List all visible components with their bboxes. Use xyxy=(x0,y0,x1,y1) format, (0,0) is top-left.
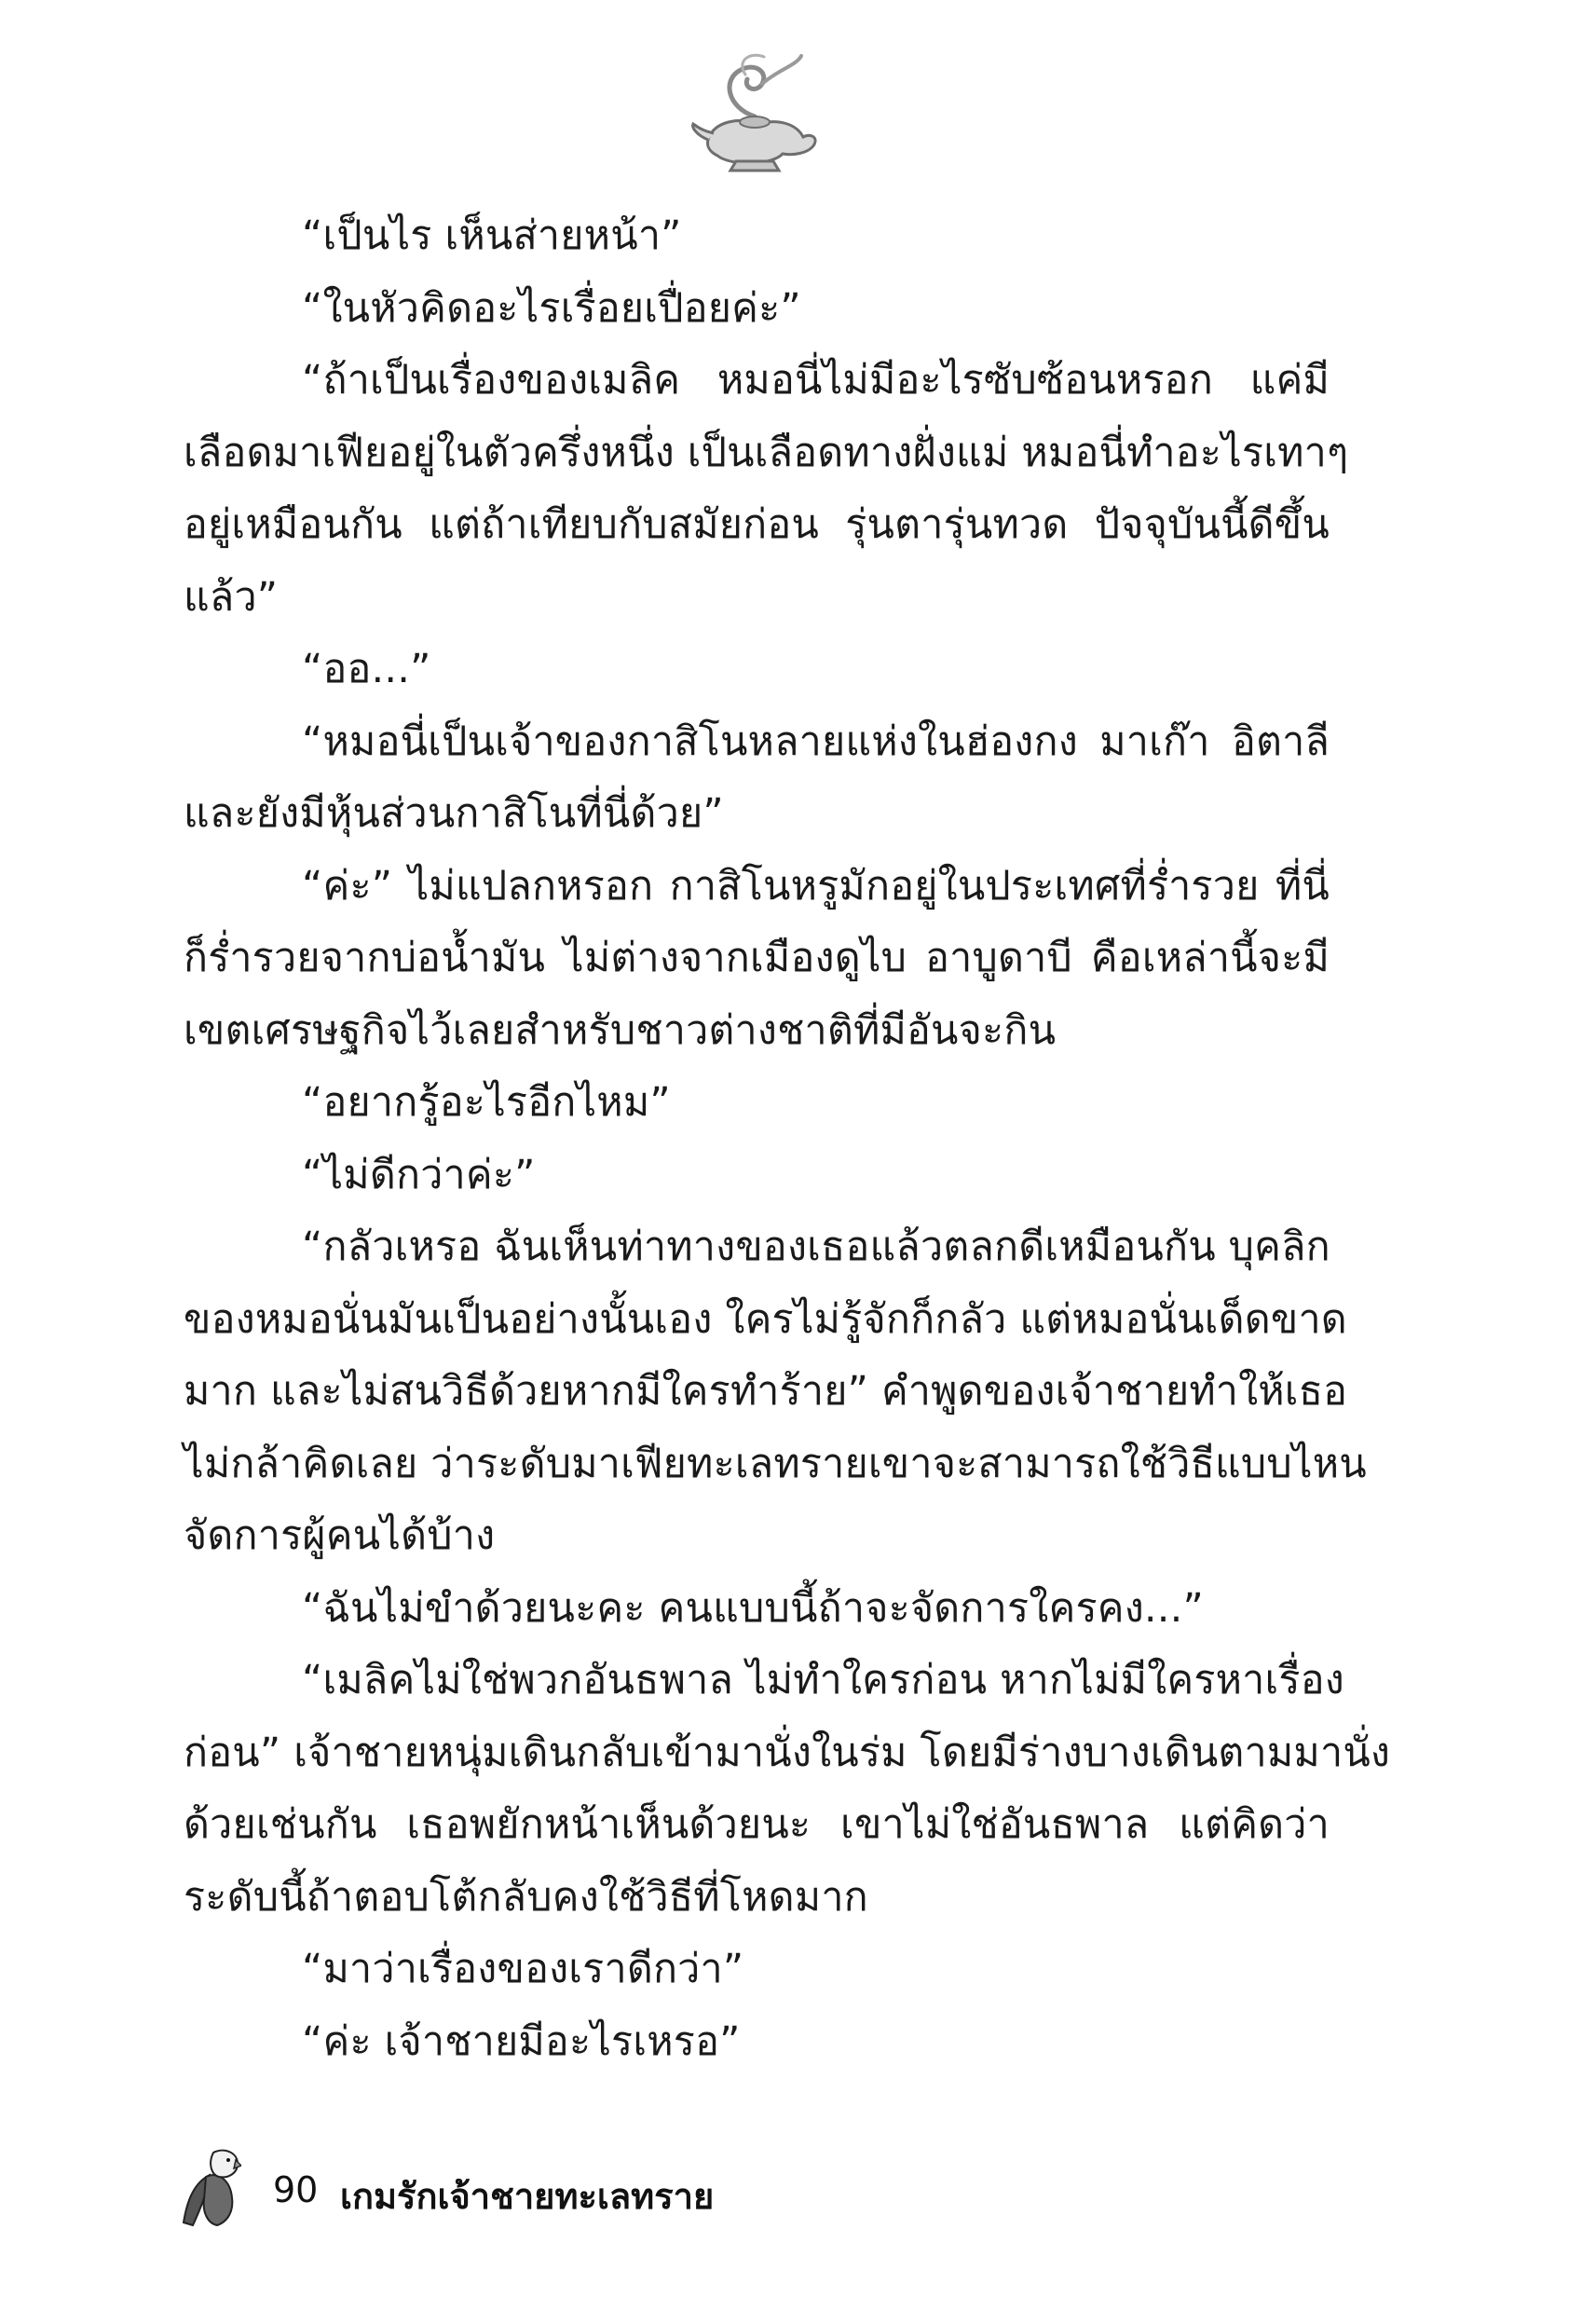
text-line: เขตเศรษฐกิจไว้เลยสำหรับชาวต่างชาติที่มีอันจะกิน xyxy=(184,1006,1057,1054)
text-line: แล้ว” xyxy=(184,573,279,621)
text-line: “เมลิคไม่ใช่พวกอันธพาล ไม่ทำใครก่อน หากไม่มีใครหาเรื่อง xyxy=(302,1657,1344,1703)
text-line: “ไม่ดีกว่าค่ะ” xyxy=(302,1151,536,1198)
text-line: “กลัวเหรอ ฉันเห็นท่าทางของเธอแล้วตลกดีเหมือนกัน บุคลิก xyxy=(302,1224,1330,1270)
genie-lamp-icon xyxy=(689,51,820,177)
text-line: มาก และไม่สนวิธีด้วยหากมีใครทำร้าย” คำพูดของเจ้าชายทำให้เธอ xyxy=(184,1368,1348,1415)
text-line: อยู่เหมือนกัน แต่ถ้าเทียบกับสมัยก่อน รุ่นตารุ่นทวด ปัจจุบันนี้ดีขึ้น xyxy=(184,501,1330,548)
text-line: เลือดมาเฟียอยู่ในตัวครึ่งหนึ่ง เป็นเลือดทางฝั่งแม่ หมอนี่ทำอะไรเทาๆ xyxy=(184,429,1349,476)
text-line: ระดับนี้ถ้าตอบโต้กลับคงใช้วิธีที่โหดมาก xyxy=(184,1873,868,1921)
text-line: ก็ร่ำรวยจากบ่อน้ำมัน ไม่ต่างจากเมืองดูไบ อาบูดาบี คือเหล่านี้จะมี xyxy=(184,935,1330,981)
text-line: ก่อน” เจ้าชายหนุ่มเดินกลับเข้ามานั่งในร่ม โดยมีร่างบางเดินตามมานั่ง xyxy=(184,1729,1391,1776)
text-line: และยังมีหุ้นส่วนกาสิโนที่นี่ด้วย” xyxy=(184,790,724,837)
eagle-icon xyxy=(182,2143,241,2227)
page-footer xyxy=(182,2143,1020,2227)
text-line: “ค่ะ เจ้าชายมีอะไรเหรอ” xyxy=(302,2017,741,2065)
body-text xyxy=(184,200,1391,2078)
text-line: “ในหัวคิดอะไรเรื่อยเปื่อยค่ะ” xyxy=(302,284,801,332)
text-line: จัดการผู้คนได้บ้าง xyxy=(184,1512,496,1559)
text-line: ไม่กล้าคิดเลย ว่าระดับมาเฟียทะเลทรายเขาจะสามารถใช้วิธีแบบไหน xyxy=(184,1440,1367,1487)
text-line: “ฉันไม่ขำด้วยนะคะ คนแบบนี้ถ้าจะจัดการใครคง...” xyxy=(302,1584,1204,1632)
text-line: ด้วยเช่นกัน เธอพยักหน้าเห็นด้วยนะ เขาไม่ใช่อันธพาล แต่คิดว่า xyxy=(184,1801,1330,1848)
text-line: “มาว่าเรื่องของเราดีกว่า” xyxy=(302,1946,744,1992)
page-number: 90 xyxy=(273,2169,319,2210)
book-title: เกมรักเจ้าชายทะเลทราย xyxy=(340,2176,715,2217)
text-line: ของหมอนั่นมันเป็นอย่างนั้นเอง ใครไม่รู้จักก็กลัว แต่หมอนั่นเด็ดขาด xyxy=(184,1295,1347,1343)
text-line: “หมอนี่เป็นเจ้าของกาสิโนหลายแห่งในฮ่องกง มาเก๊า อิตาลี xyxy=(302,718,1330,765)
text-line: “ค่ะ” ไม่แปลกหรอก กาสิโนหรูมักอยู่ในประเทศที่ร่ำรวย ที่นี่ xyxy=(302,862,1330,909)
text-line: “เป็นไร เห็นส่ายหน้า” xyxy=(302,212,682,259)
text-line: “ถ้าเป็นเรื่องของเมลิค หมอนี่ไม่มีอะไรซับซ้อนหรอก แค่มี xyxy=(302,357,1330,403)
text-line: “ออ...” xyxy=(302,646,431,692)
text-line: “อยากรู้อะไรอีกไหม” xyxy=(302,1079,671,1126)
